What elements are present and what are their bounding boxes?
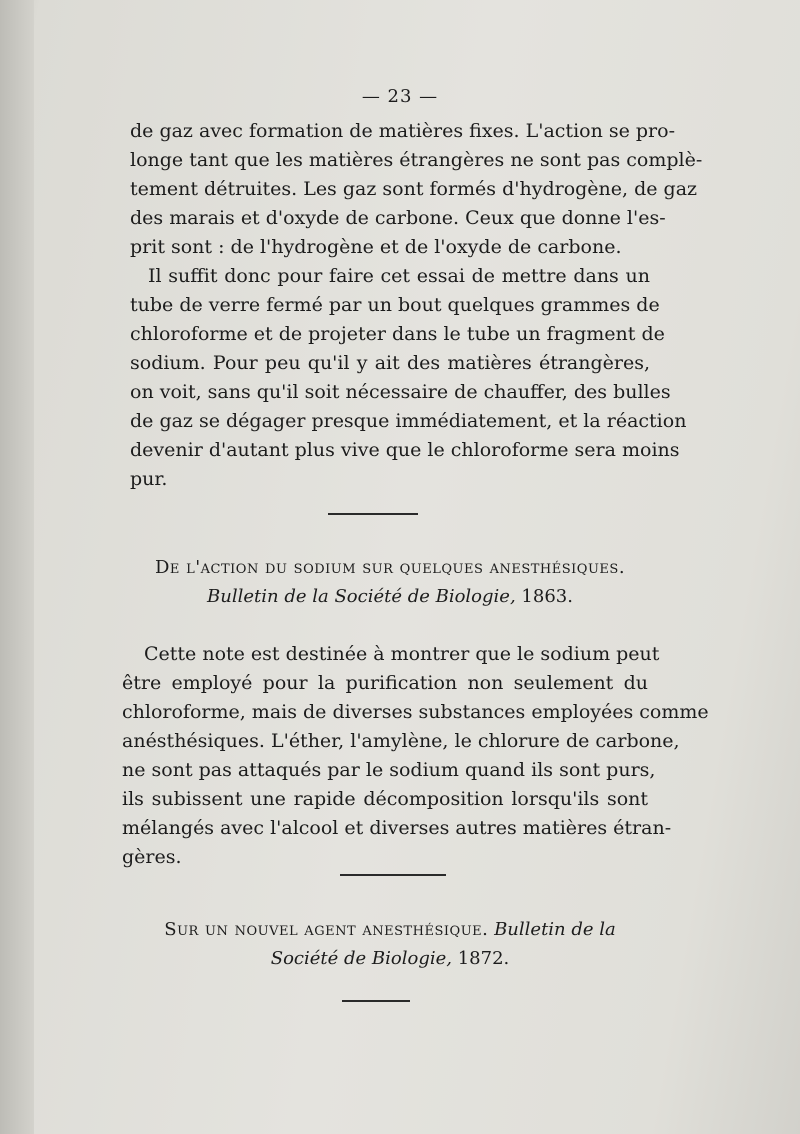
- paragraph-3: [122, 640, 709, 872]
- paragraph-3-line: mélangés avec l'alcool et diverses autres matières étran-: [122, 817, 672, 839]
- page-number: — 23 —: [361, 86, 439, 107]
- paragraph-3-line: anésthésiques. L'éther, l'amylène, le chlorure de carbone,: [122, 730, 680, 752]
- section-heading-2: [110, 915, 670, 973]
- paragraph-2-line: chloroforme et de projeter dans le tube un fragment de: [130, 323, 665, 345]
- paragraph-3-line: ne sont pas attaqués par le sodium quand ils sont purs,: [122, 759, 656, 781]
- section-year: 1863.: [515, 586, 573, 607]
- section-title: Sur un nouvel agent anesthésique.: [164, 919, 489, 940]
- paragraph-2-line: tube de verre fermé par un bout quelques grammes de: [130, 294, 660, 316]
- paragraph-3-line: être employé pour la purification non seulement du: [122, 672, 648, 694]
- paragraph-3-line: ils subissent une rapide décomposition lorsqu'ils sont: [122, 788, 648, 810]
- paragraph-2-line: pur.: [130, 468, 168, 490]
- paragraph-1-line: de gaz avec formation de matières fixes. L'action se pro-: [130, 120, 675, 142]
- paragraph-1: [130, 117, 703, 262]
- paragraph-1-line: prit sont : de l'hydrogène et de l'oxyde de carbone.: [130, 236, 622, 258]
- paragraph-1-line: longe tant que les matières étrangères ne sont pas complè-: [130, 149, 703, 171]
- section-divider: [340, 874, 446, 876]
- section-heading-1: [110, 553, 670, 611]
- paragraph-2-line: de gaz se dégager presque immédiatement, et la réaction: [130, 410, 687, 432]
- section-divider: [342, 1000, 410, 1002]
- section-source: Bulletin de la Société de Biologie,: [207, 586, 516, 607]
- section-source: Bulletin de la: [488, 919, 616, 940]
- section-year: 1872.: [451, 948, 510, 969]
- section-divider: [328, 513, 418, 515]
- paragraph-2-line: sodium. Pour peu qu'il y ait des matières étrangères,: [130, 352, 650, 374]
- paragraph-3-line: Cette note est destinée à montrer que le sodium peut: [144, 643, 660, 665]
- paragraph-2-line: on voit, sans qu'il soit nécessaire de chauffer, des bulles: [130, 381, 671, 403]
- section-source: Société de Biologie,: [270, 948, 452, 969]
- section-title: De l'action du sodium sur quelques anesthésiques.: [154, 557, 626, 578]
- paragraph-2-line: devenir d'autant plus vive que le chloroforme sera moins: [130, 439, 680, 461]
- paragraph-2: [130, 262, 687, 494]
- paragraph-2-line: Il suffit donc pour faire cet essai de mettre dans un: [148, 265, 650, 287]
- paragraph-3-line: chloroforme, mais de diverses substances employées comme: [122, 701, 709, 723]
- paragraph-3-line: gères.: [122, 846, 182, 868]
- paragraph-1-line: tement détruites. Les gaz sont formés d'hydrogène, de gaz: [130, 178, 698, 200]
- scan-edge: [0, 0, 34, 1134]
- paragraph-1-line: des marais et d'oxyde de carbone. Ceux que donne l'es-: [130, 207, 666, 229]
